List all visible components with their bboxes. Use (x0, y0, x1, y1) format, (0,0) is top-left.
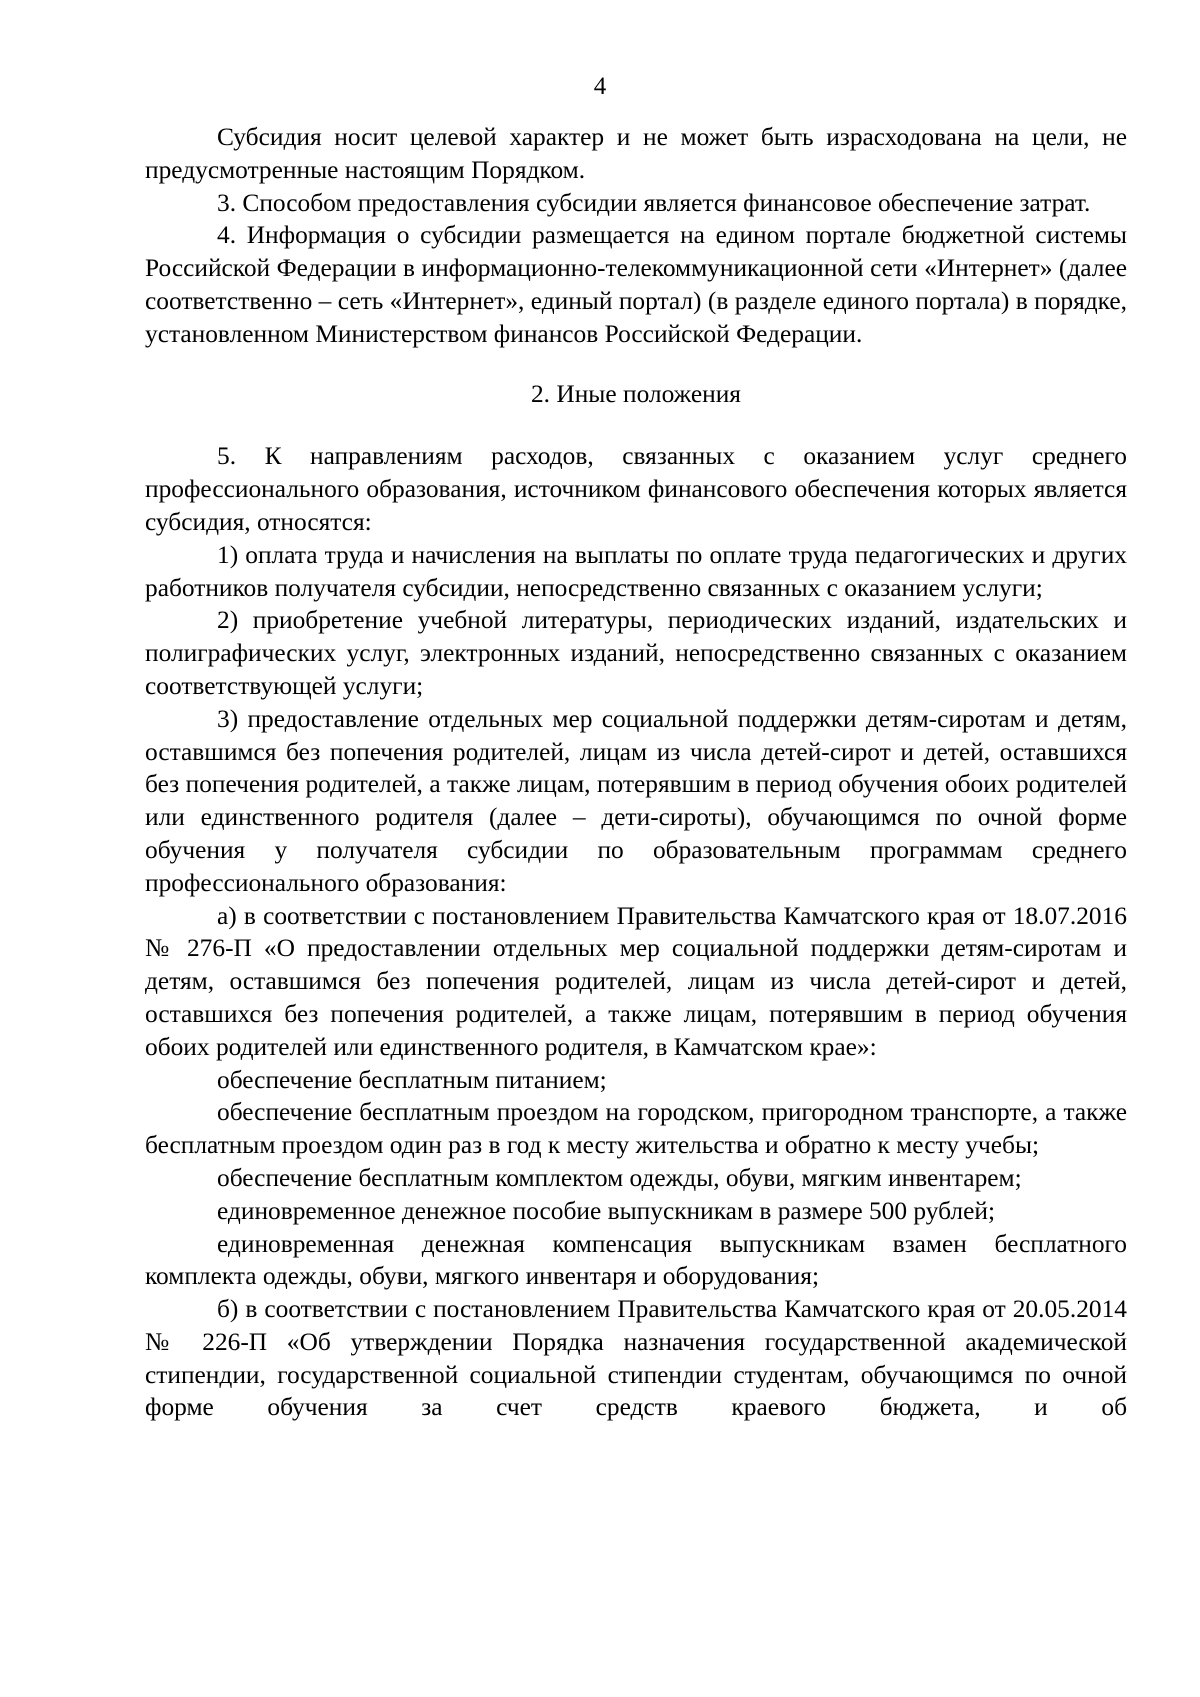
page-number: 4 (593, 73, 607, 100)
paragraph-free-clothing: обеспечение бесплатным комплектом одежды, обуви, мягким инвентарем; (217, 1163, 1022, 1192)
section-heading: 2. Иные положения (530, 379, 741, 408)
paragraph-subitem-1: 1) оплата труда и начисления на выплаты по оплате труда педагогических и других работников получателя субсидии, непосредственно связанных с оказанием услуги; (145, 540, 1127, 602)
paragraph-item-4: 4. Информация о субсидии размещается на едином портале бюджетной системы Российской Федерации в информационно-телекоммуникационной сети «Интернет» (далее соответственно – сеть «Интернет», единый портал) (в разделе единого портала) в порядке, установленном Министерством финансов Российской Федерации. (145, 221, 1127, 348)
paragraph-subitem-a: а) в соответствии с постановлением Правительства Камчатского края от 18.07.2016 № 276-П «О предоставлении отдельных мер социальной поддержки детям-сиротам и детям, оставшимся без попечения родителей, лицам из числа детей-сирот и детей, оставшихся без попечения родителей, а также лицам, потерявшим в период обучения обоих родителей или единственного родителя, в Камчатском крае»: (145, 901, 1127, 1061)
paragraph-subitem-3: 3) предоставление отдельных мер социальной поддержки детям-сиротам и детям, оставшимся без попечения родителей, лицам из числа детей-сирот и детей, оставшихся без попечения родителей, а также лицам, потерявшим в период обучения обоих родителей или единственного родителя (далее – дети-сироты), обучающимся по очной форме обучения у получателя субсидии по образовательным программам среднего профессионального образования: (145, 704, 1127, 897)
paragraph-free-meals: обеспечение бесплатным питанием; (217, 1065, 607, 1094)
paragraph-subitem-b: б) в соответствии с постановлением Правительства Камчатского края от 20.05.2014 № 226-П «Об утверждении Порядка назначения государственной академической стипендии, государственной социальной стипендии студентам, обучающимся по очной форме обучения за счет средств краевого бюджета, и об (145, 1295, 1127, 1422)
paragraph-subitem-2: 2) приобретение учебной литературы, периодических изданий, издательских и полиграфических услуг, электронных изданий, непосредственно связанных с оказанием соответствующей услуги; (145, 606, 1127, 700)
paragraph-lump-sum-allowance: единовременное денежное пособие выпускникам в размере 500 рублей; (217, 1196, 996, 1225)
paragraph-item-3: 3. Способом предоставления субсидии является финансовое обеспечение затрат. (217, 188, 1091, 217)
paragraph-free-travel: обеспечение бесплатным проездом на городском, пригородном транспорте, а также бесплатным проездом один раз в год к месту жительства и обратно к месту учебы; (145, 1098, 1127, 1160)
document-body (145, 121, 1127, 1424)
paragraph-lump-sum-compensation: единовременная денежная компенсация выпускникам взамен бесплатного комплекта одежды, обуви, мягкого инвентаря и оборудования; (145, 1229, 1127, 1291)
paragraph-subsidy-purpose: Субсидия носит целевой характер и не может быть израсходована на цели, не предусмотренные настоящим Порядком. (145, 123, 1127, 184)
paragraph-item-5: 5. К направлениям расходов, связанных с оказанием услуг среднего профессионального образования, источником финансового обеспечения которых является субсидия, относятся: (145, 442, 1127, 536)
